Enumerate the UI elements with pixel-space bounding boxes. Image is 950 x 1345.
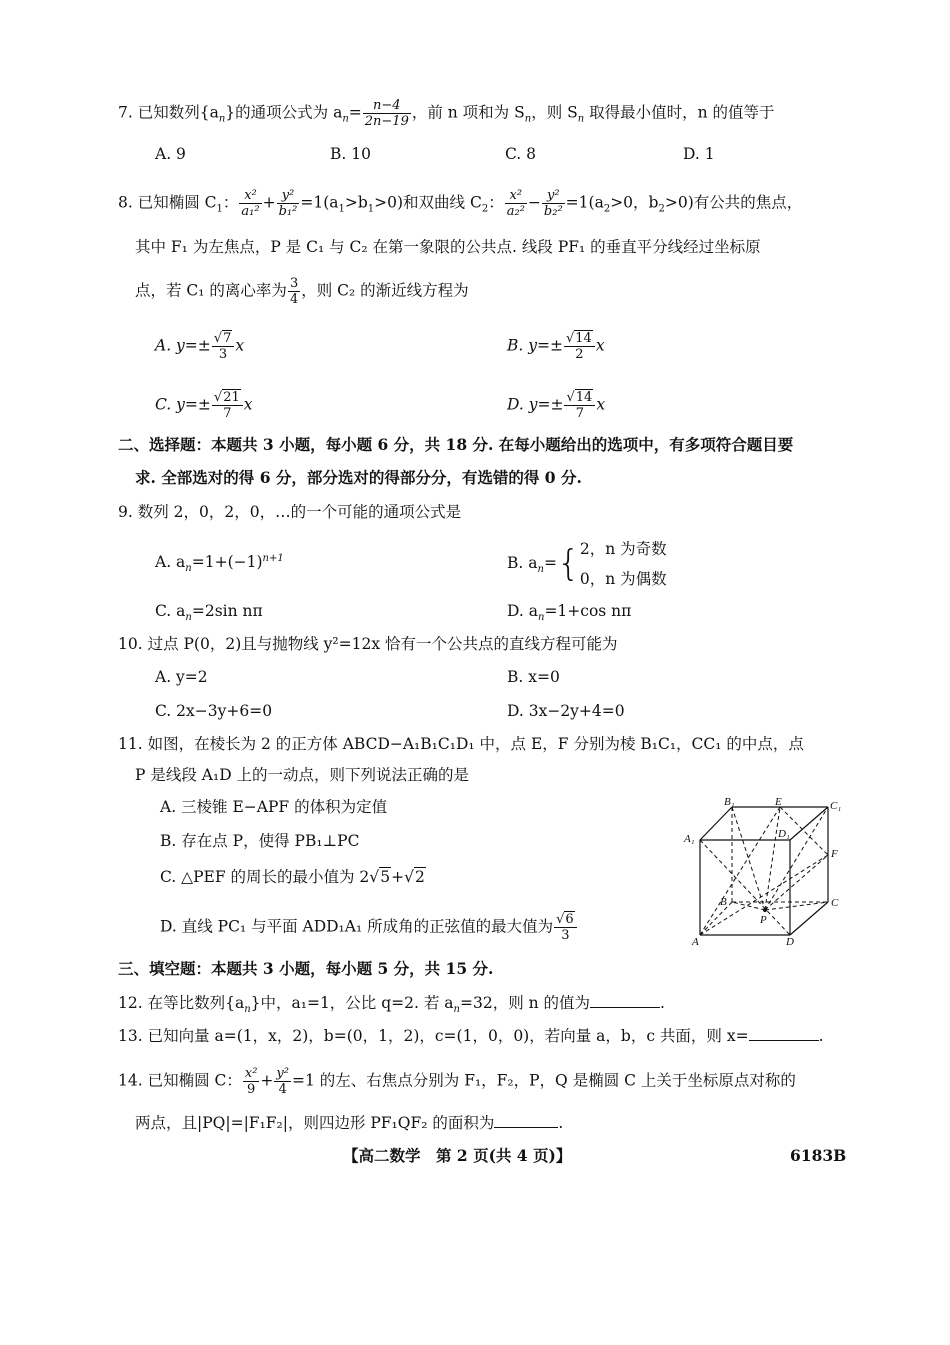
q8-line1: 8. 已知椭圆 $C_1$： $\frac{\text{x²}}{\text{a₁²}}$ + $\frac{\text{y²}}{\text{b₁²}}$ $=1(a_1>b_1>0)$和双曲线 $C_2$： $\frac{\text{x²}}{\text{a₂²}}$ − $\frac{\text{y²}}{\text{b₂²}}$ $=1(a_2>0$，$b_2>0$)有公共的焦点， — [118, 188, 803, 219]
cube-figure — [680, 795, 850, 950]
q14-line2: 两点，且|PQ|=|F₁F₂|，则四边形 PF₁QF₂ 的面积为 . — [135, 1111, 563, 1134]
section3-title: 三、填空题：本题共 3 小题，每小题 5 分，共 15 分. — [118, 959, 494, 978]
label-A1: A₁ — [684, 833, 695, 845]
q11-option-a: A. 三棱锥 E−APF 的体积为定值 — [160, 798, 388, 816]
q7-stem: 7. 已知数列$\{a_n\}$的通项公式为 $a_n=$ $\frac{n-4}{2n-19}$ ，前 n 项和为 $S_n$，则 $S_n$ 取得最小值时，n 的值等于 — [118, 98, 775, 129]
q8-option-c: C. y=± $\frac{√21}{7}$ x — [155, 390, 253, 421]
segment-AE — [700, 807, 780, 935]
footer-page-info: 【高二数学 第 2 页(共 4 页)】 — [343, 1146, 572, 1165]
segment-PB1 — [732, 807, 765, 910]
q10-option-a: A. y=2 — [155, 668, 208, 686]
label-C1: C₁ — [830, 800, 842, 812]
section2-line2: 求. 全部选对的得 6 分，部分选对的得部分分，有选错的得 0 分. — [135, 468, 582, 487]
segment-A1D — [700, 840, 790, 935]
label-D: D — [786, 936, 794, 948]
q13-stem: 13. 已知向量 a=(1，x，2)，b=(0，1，2)，c=(1，0，0)，若向量 a，b，c 共面，则 x= . — [118, 1024, 824, 1047]
label-B: B — [720, 896, 727, 908]
footer-code: 6183B — [790, 1146, 847, 1165]
q9-option-b: B. $a_n=${ 2，n 为奇数 0，n 为偶数 — [507, 540, 667, 588]
q8-option-d: D. y=± $\frac{√14}{7}$ x — [507, 390, 606, 421]
q14-answer-blank[interactable] — [494, 1111, 558, 1128]
q10-option-c: C. 2x−3y+6=0 — [155, 702, 273, 720]
label-F: F — [831, 848, 838, 860]
q11-line1: 11. 如图，在棱长为 2 的正方体 ABCD−A₁B₁C₁D₁ 中，点 E，F 分别为棱 B₁C₁，CC₁ 的中点，点 — [118, 735, 804, 753]
q8-line3: 点，若 C₁ 的离心率为 $\frac{3}{4}$ ，则 C₂ 的渐近线方程为 — [135, 276, 469, 307]
edge-DC — [790, 902, 828, 935]
q11-line2: P 是线段 A₁D 上的一动点，则下列说法正确的是 — [135, 766, 470, 784]
label-P: P — [760, 914, 767, 926]
q7-option-a: A. 9 — [155, 145, 186, 163]
point-P — [763, 908, 767, 912]
q7-fraction: $\frac{n-4}{2n-19}$ — [364, 98, 409, 129]
q9-option-c: C. $a_n=2\sin$ nπ — [155, 602, 263, 624]
q9-option-a: A. $a_n=1+(-1)^{n+1}$ — [155, 552, 284, 575]
segment-PC — [765, 902, 828, 910]
q11-option-b: B. 存在点 P，使得 PB₁⊥PC — [160, 832, 360, 850]
q10-stem: 10. 过点 P(0，2)且与抛物线 y²=12x 恰有一个公共点的直线方程可能为 — [118, 635, 618, 653]
q9-option-d: D. $a_n=1+\cos$ nπ — [507, 602, 632, 624]
segment-PC1 — [765, 807, 828, 910]
q11-option-d: D. 直线 PC₁ 与平面 ADD₁A₁ 所成角的正弦值的最大值为 $\frac{√6}{3}$ — [160, 912, 578, 943]
label-A: A — [692, 936, 699, 948]
label-C: C — [831, 897, 839, 909]
q12-stem: 12. 在等比数列$\{a_n\}$中，a₁=1，公比 q=2. 若 $a_n=32$，则 n 的值为 . — [118, 991, 665, 1014]
q13-answer-blank[interactable] — [749, 1024, 819, 1041]
q10-option-b: B. x=0 — [507, 668, 560, 686]
label-B1: B₁ — [724, 796, 735, 808]
q7-option-c: C. 8 — [505, 145, 537, 163]
edge-A1B1 — [700, 807, 732, 840]
q7-option-d: D. 1 — [683, 145, 715, 163]
section2-line1: 二、选择题：本题共 3 小题，每小题 6 分，共 18 分. 在每小题给出的选项中，有多项符合题目要 — [118, 435, 794, 454]
q8-option-b: B. y=± $\frac{√14}{2}$ x — [507, 331, 605, 362]
q11-option-c: C. △PEF 的周长的最小值为 2√5+√2 — [160, 868, 425, 886]
q8-option-a: A. y=± $\frac{√7}{3}$ x — [155, 331, 245, 362]
q14-line1: 14. 已知椭圆 C： $\frac{\text{x²}}{9}$ + $\frac{\text{y²}}{4}$ =1 的左、右焦点分别为 F₁，F₂，P，Q 是椭圆 C 上关于坐标原点对称的 — [118, 1066, 796, 1097]
q10-option-d: D. 3x−2y+4=0 — [507, 702, 625, 720]
q8-line2: 其中 F₁ 为左焦点，P 是 C₁ 与 C₂ 在第一象限的公共点. 线段 PF₁ 的垂直平分线经过坐标原 — [135, 238, 761, 256]
q12-answer-blank[interactable] — [590, 991, 660, 1008]
label-D1: D₁ — [778, 828, 790, 840]
edge-D1C1 — [790, 807, 828, 840]
label-E: E — [775, 796, 782, 808]
q9-stem: 9. 数列 2，0，2，0，…的一个可能的通项公式是 — [118, 503, 462, 521]
q7-option-b: B. 10 — [330, 145, 371, 163]
segment-PE — [765, 807, 780, 910]
